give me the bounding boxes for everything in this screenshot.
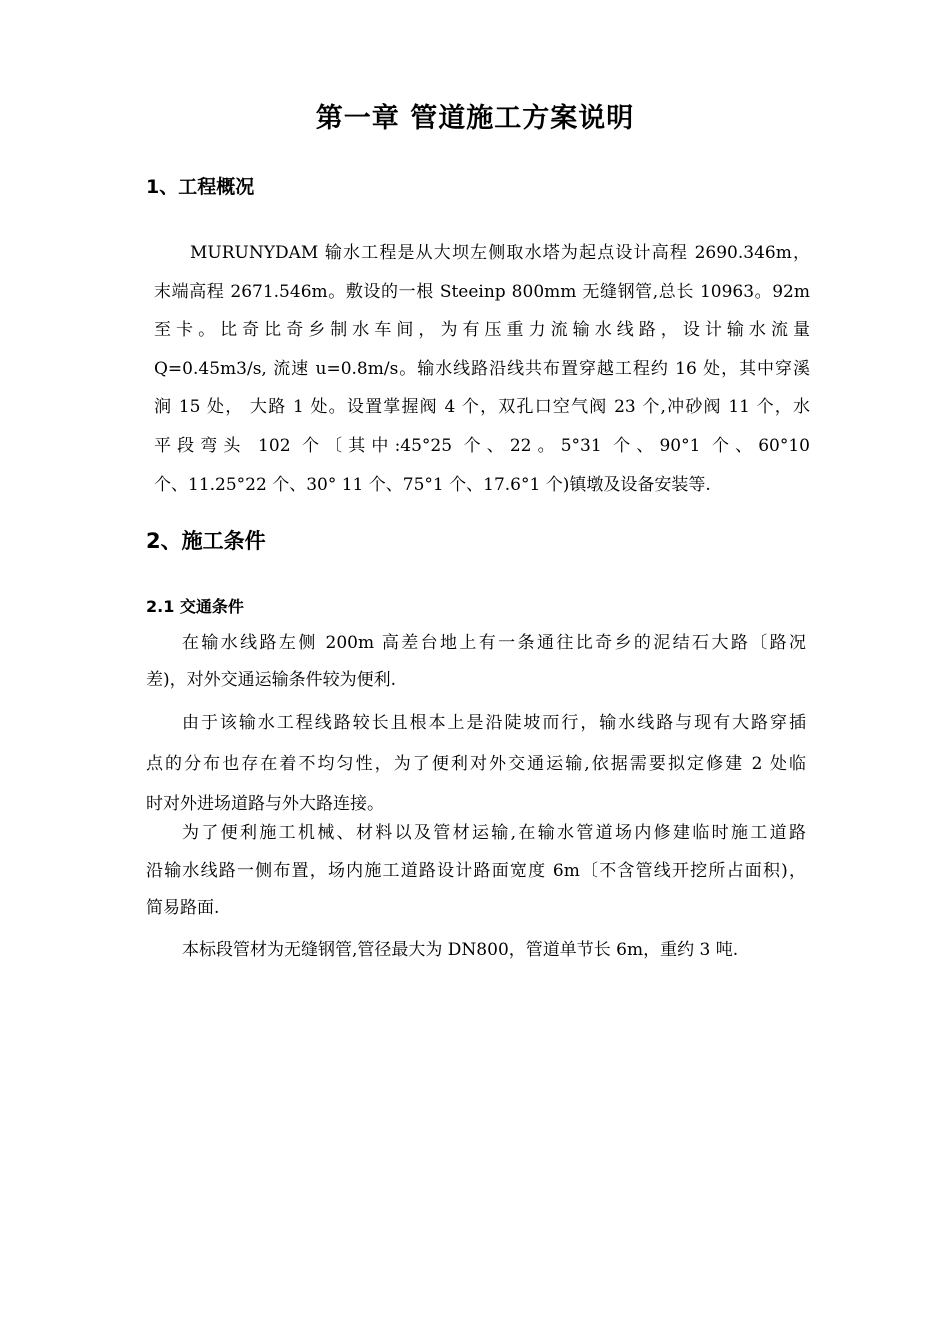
traffic-paragraph-1 <box>146 625 806 699</box>
section-heading-construction-conditions: 2、施工条件 <box>146 529 266 553</box>
traffic-paragraph-3 <box>146 815 806 928</box>
text-line: 差)，对外交通运输条件较为便利. <box>146 670 397 690</box>
text-line: 在输水线路左侧 200m 高差台地上有一条通往比奇乡的泥结石大路〔路况 <box>182 633 806 653</box>
text-line: 由于该输水工程线路较长且根本上是沿陡坡而行，输水线路与现有大路穿插 <box>182 713 806 733</box>
traffic-paragraph-2 <box>146 703 806 825</box>
text-line: 时对外进场道路与外大路连接。 <box>146 794 384 814</box>
text-line: 为了便利施工机械、材料以及管材运输,在输水管道场内修建临时施工道路 <box>182 823 806 843</box>
project-overview-paragraph <box>154 234 810 504</box>
text-line: 本标段管材为无缝钢管,管径最大为 DN800，管道单节长 6m，重约 3 吨. <box>182 940 739 960</box>
text-line: 点的分布也存在着不均匀性，为了便利对外交通运输,依据需要拟定修建 2 处临 <box>146 753 806 774</box>
chapter-title: 第一章 管道施工方案说明 <box>315 103 635 134</box>
text-line: 涧 15 处， 大路 1 处。设置掌握阀 4 个，双孔口空气阀 23 个,冲砂阀 11 个，水 <box>154 397 810 418</box>
text-line: MURUNYDAM 输水工程是从大坝左侧取水塔为起点设计高程 2690.346m， <box>190 243 810 263</box>
text-line: 至卡。比奇比奇乡制水车间，为有压重力流输水线路，设计输水流量 <box>154 320 810 341</box>
text-line: 简易路面. <box>146 898 220 918</box>
text-line: 平段弯头 102 个〔其中:45°25 个、22。5°31 个、90°1 个、60°10 <box>154 435 810 456</box>
text-line: 沿输水线路一侧布置，场内施工道路设计路面宽度 6m〔不含管线开挖所占面积)， <box>146 860 806 881</box>
text-line: 末端高程 2671.546m。敷设的一根 Steeinp 800mm 无缝钢管,总长 10963。92m <box>154 281 810 302</box>
subsection-heading-traffic: 2.1 交通条件 <box>146 597 244 616</box>
section-heading-project-overview: 1、工程概况 <box>146 176 255 198</box>
traffic-paragraph-4 <box>146 931 806 970</box>
text-line: 个、11.25°22 个、30° 11 个、75°1 个、17.6°1 个)镇墩及设备安装等. <box>154 474 711 495</box>
text-line: Q=0.45m3/s, 流速 u=0.8m/s。输水线路沿线共布置穿越工程约 16 处，其中穿溪 <box>154 358 810 379</box>
